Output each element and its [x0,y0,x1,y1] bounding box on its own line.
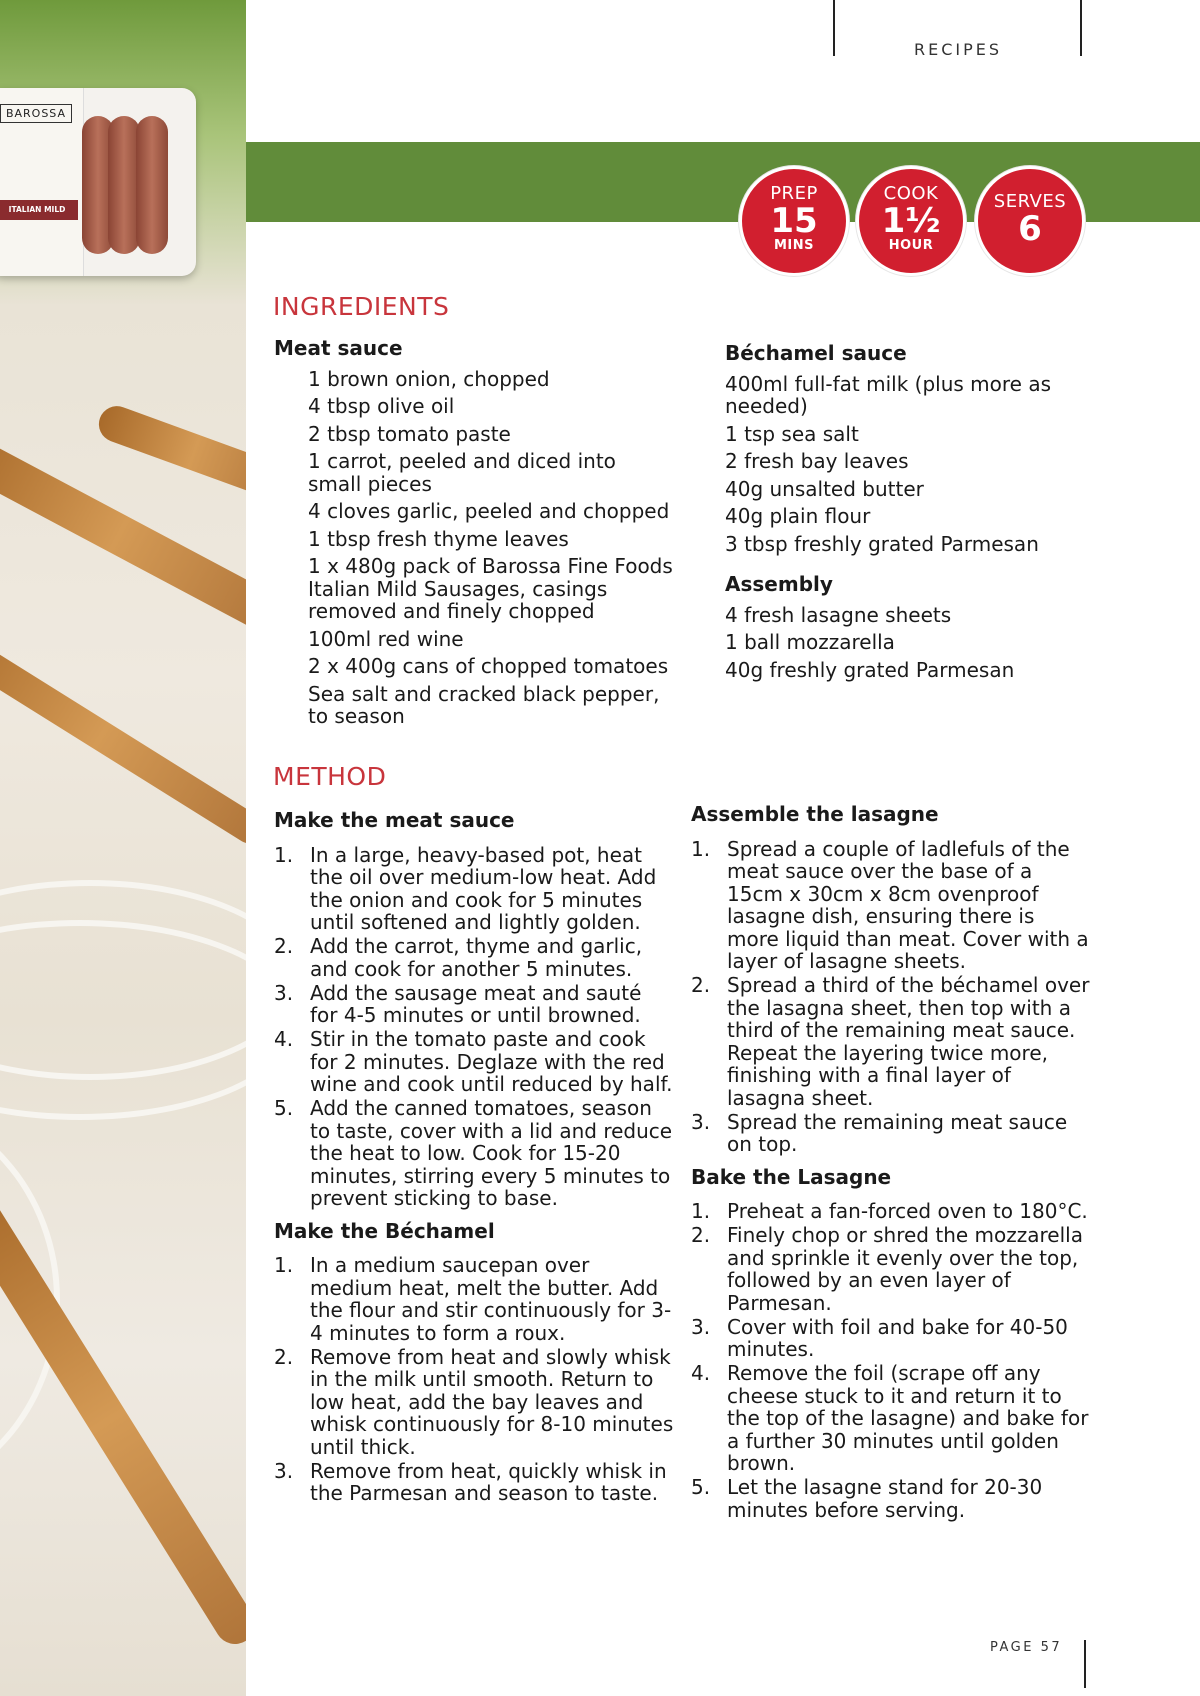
step-number: 4. [691,1361,711,1385]
step-number: 4. [274,1027,294,1051]
step-text: Remove from heat and slowly whisk in the milk until smooth. Return to low heat, add the bay leaves and whisk continuously for 8-10 minutes until thick. [310,1344,674,1459]
step-text: Add the carrot, thyme and garlic, and cook for another 5 minutes. [310,934,643,981]
step-text: Stir in the tomato paste and cook for 2 minutes. Deglaze with the red wine and cook until reduced by half. [310,1027,673,1096]
method-step [274,982,674,1027]
method-step [691,838,1091,973]
method-step [274,1097,674,1210]
ingredient-item: 4 fresh lasagne sheets [725,602,952,627]
step-number: 2. [274,934,294,958]
package-flavour: ITALIAN MILD [0,200,78,220]
method-step [691,1200,1091,1223]
step-text: Finely chop or shred the mozzarella and sprinkle it evenly over the top, followed by an even layer of Parmesan. [727,1223,1083,1315]
step-text: Spread a couple of ladlefuls of the meat sauce over the base of a 15cm x 30cm x 8cm ovenproof lasagne dish, ensuring there is more liquid than meat. Cover with a layer of lasagne sheets. [727,836,1089,973]
step-number: 1. [691,1199,711,1223]
step-text: Spread the remaining meat sauce on top. [727,1109,1068,1156]
step-number: 1. [274,1253,294,1277]
step-text: Add the canned tomatoes, season to taste, cover with a lid and reduce the heat to low. Cook for 15-20 minutes, stirring every 5 minutes to prevent sticking to base. [310,1096,673,1210]
ingredient-item: 2 fresh bay leaves [725,449,909,473]
serves-badge: SERVES 6 [975,166,1085,276]
method-left: Make the meat sauce 1. In a large, heavy-based pot, heat the oil over medium-low heat. Add the onion and cook for 5 minutes until softened and lightly golden. 2. Add the carrot, thyme and garlic, and cook for another 5 minutes. 3. Add the sausage meat and sauté for 4-5 minutes or until browned. 4. Stir in the tomato paste and cook for 2 minutes. Deglaze with the red wine and cook until reduced by half. 5. Add the canned tomatoes, season to taste, cover with a lid and reduce the heat to low. Cook for 15-20 minutes, stirring every 5 minutes to prevent sticking to base. Make the Béchamel 1. In a medium saucepan over medium heat, melt the butter. Add the flour and stir continuously for 3-4 minutes to form a roux. 2. Remove from heat and slowly whisk in the milk until smooth. Return to low heat, add the bay leaves and whisk continuously for 8-10 minutes until thick. 3. Remove from heat, quickly whisk in the Parmesan and season to taste. [274,808,674,1505]
prep-badge: PREP 15 MINS [739,166,849,276]
bechamel-ingredients: Béchamel sauce 400ml full-fat milk (plus more as needed) 1 tsp sea salt 2 fresh bay leaves 40g unsalted butter 40g plain flour 3 tbsp freshly grated Parmesan Assembly 4 fresh lasagne sheets 1 ball mozzarella 40g freshly grated Parmesan [725,342,1075,686]
step-number: 3. [691,1109,711,1134]
method-step [691,1111,1091,1156]
method-step [691,1476,1091,1521]
ingredient-item: 1 ball mozzarella [725,630,895,654]
method-heading: METHOD [273,762,387,791]
method-step [274,935,674,980]
step-number: 3. [274,980,294,1005]
ingredient-item: 2 x 400g cans of chopped tomatoes [308,654,669,678]
ingredient-item: Sea salt and cracked black pepper, to season [308,681,660,728]
ingredient-item: 400ml full-fat milk (plus more as needed) [725,371,1051,418]
ingredient-item: 1 tsp sea salt [725,421,859,446]
section-label: RECIPES [914,40,1003,59]
step-text: Preheat a fan-forced oven to 180°C. [727,1199,1088,1223]
step-text: In a large, heavy-based pot, heat the oil over medium-low heat. Add the onion and cook for 5 minutes until softened and lightly golden. [310,842,657,934]
step-text: Remove the foil (scrape off any cheese stuck to it and return it to the top of the lasagne) and bake for a further 30 minutes until golden brown. [727,1361,1089,1475]
method-step [691,1316,1091,1361]
method-step [691,974,1091,1109]
ingredient-item: 2 tbsp tomato paste [308,421,511,446]
ingredient-item: 1 brown onion, chopped [308,366,550,391]
ingredient-item: 4 tbsp olive oil [308,394,455,418]
ingredient-item: 40g unsalted butter [725,476,924,501]
ingredient-item: 1 tbsp fresh thyme leaves [308,526,569,551]
method-right: Assemble the lasagne 1. Spread a couple of ladlefuls of the meat sauce over the base of a 15cm x 30cm x 8cm ovenproof lasagne dish, ensuring there is more liquid than meat. Cover with a layer of lasagne sheets. 2. Spread a third of the béchamel over the lasagna sheet, then top with a third of the remaining meat sauce. Repeat the layering twice more, finishing with a final layer of lasagna sheet. 3. Spread the remaining meat sauce on top. Bake the Lasagne 1. Preheat a fan-forced oven to 180°C. 2. Finely chop or shred the mozzarella and sprinkle it evenly over the top, followed by an even layer of Parmesan. 3. Cover with foil and bake for 40-50 minutes. 4. Remove the foil (scrape off any cheese stuck to it and return it to the top of the lasagne) and bake for a further 30 minutes until golden brown. 5. Let the lasagne stand for 20-30 minutes before serving. [691,802,1090,1522]
method-step [274,1254,674,1344]
step-number: 5. [691,1475,711,1499]
method-step [691,1224,1091,1314]
meat-sauce-ingredients: Meat sauce 1 brown onion, chopped 4 tbsp olive oil 2 tbsp tomato paste 1 carrot, peeled and diced into small pieces 4 cloves garlic, peeled and chopped 1 tbsp fresh thyme leaves 1 x 480g pack of Barossa Fine Foods Italian Mild Sausages, casings removed and finely chopped 100ml red wine 2 x 400g cans of chopped tomatoes Sea salt and cracked black pepper, to season [274,336,673,728]
food-photo [0,0,246,1696]
ingredients-heading: INGREDIENTS [273,292,450,321]
package-brand: BAROSSA [0,104,72,123]
ingredient-item: 3 tbsp freshly grated Parmesan [725,531,1039,556]
step-number: 2. [691,973,711,997]
ingredient-item: 4 cloves garlic, peeled and chopped [308,499,670,523]
step-text: Add the sausage meat and sauté for 4-5 minutes or until browned. [310,980,642,1027]
method-step [274,844,674,934]
step-number: 2. [274,1344,294,1369]
ingredient-item: 100ml red wine [308,626,464,651]
ingredient-item: 1 carrot, peeled and diced into small pieces [308,449,616,496]
step-number: 1. [274,842,294,867]
ingredient-item: 40g plain flour [725,504,871,528]
step-text: Remove from heat, quickly whisk in the Parmesan and season to taste. [310,1458,667,1505]
step-number: 3. [274,1458,294,1483]
step-text: Spread a third of the béchamel over the lasagna sheet, then top with a third of the remaining meat sauce. Repeat the layering twice more, finishing with a final layer of lasagna sheet. [727,973,1090,1110]
cook-badge: COOK 1½ HOUR [856,166,966,276]
ingredient-item: 40g freshly grated Parmesan [725,657,1015,682]
step-text: In a medium saucepan over medium heat, melt the butter. Add the flour and stir continuously for 3-4 minutes to form a roux. [310,1253,672,1345]
step-number: 1. [691,836,711,861]
method-step [691,1362,1091,1475]
step-number: 5. [274,1096,294,1120]
step-number: 3. [691,1314,711,1339]
method-step [274,1028,674,1096]
step-text: Cover with foil and bake for 40-50 minutes. [727,1314,1068,1361]
method-step [274,1346,674,1459]
sausage-package [0,88,196,276]
ingredient-item: 1 x 480g pack of Barossa Fine Foods Italian Mild Sausages, casings removed and finely chopped [308,554,673,623]
page-number: PAGE 57 [990,1640,1063,1655]
method-step [274,1460,674,1505]
step-text: Let the lasagne stand for 20-30 minutes before serving. [727,1475,1043,1522]
step-number: 2. [691,1223,711,1247]
